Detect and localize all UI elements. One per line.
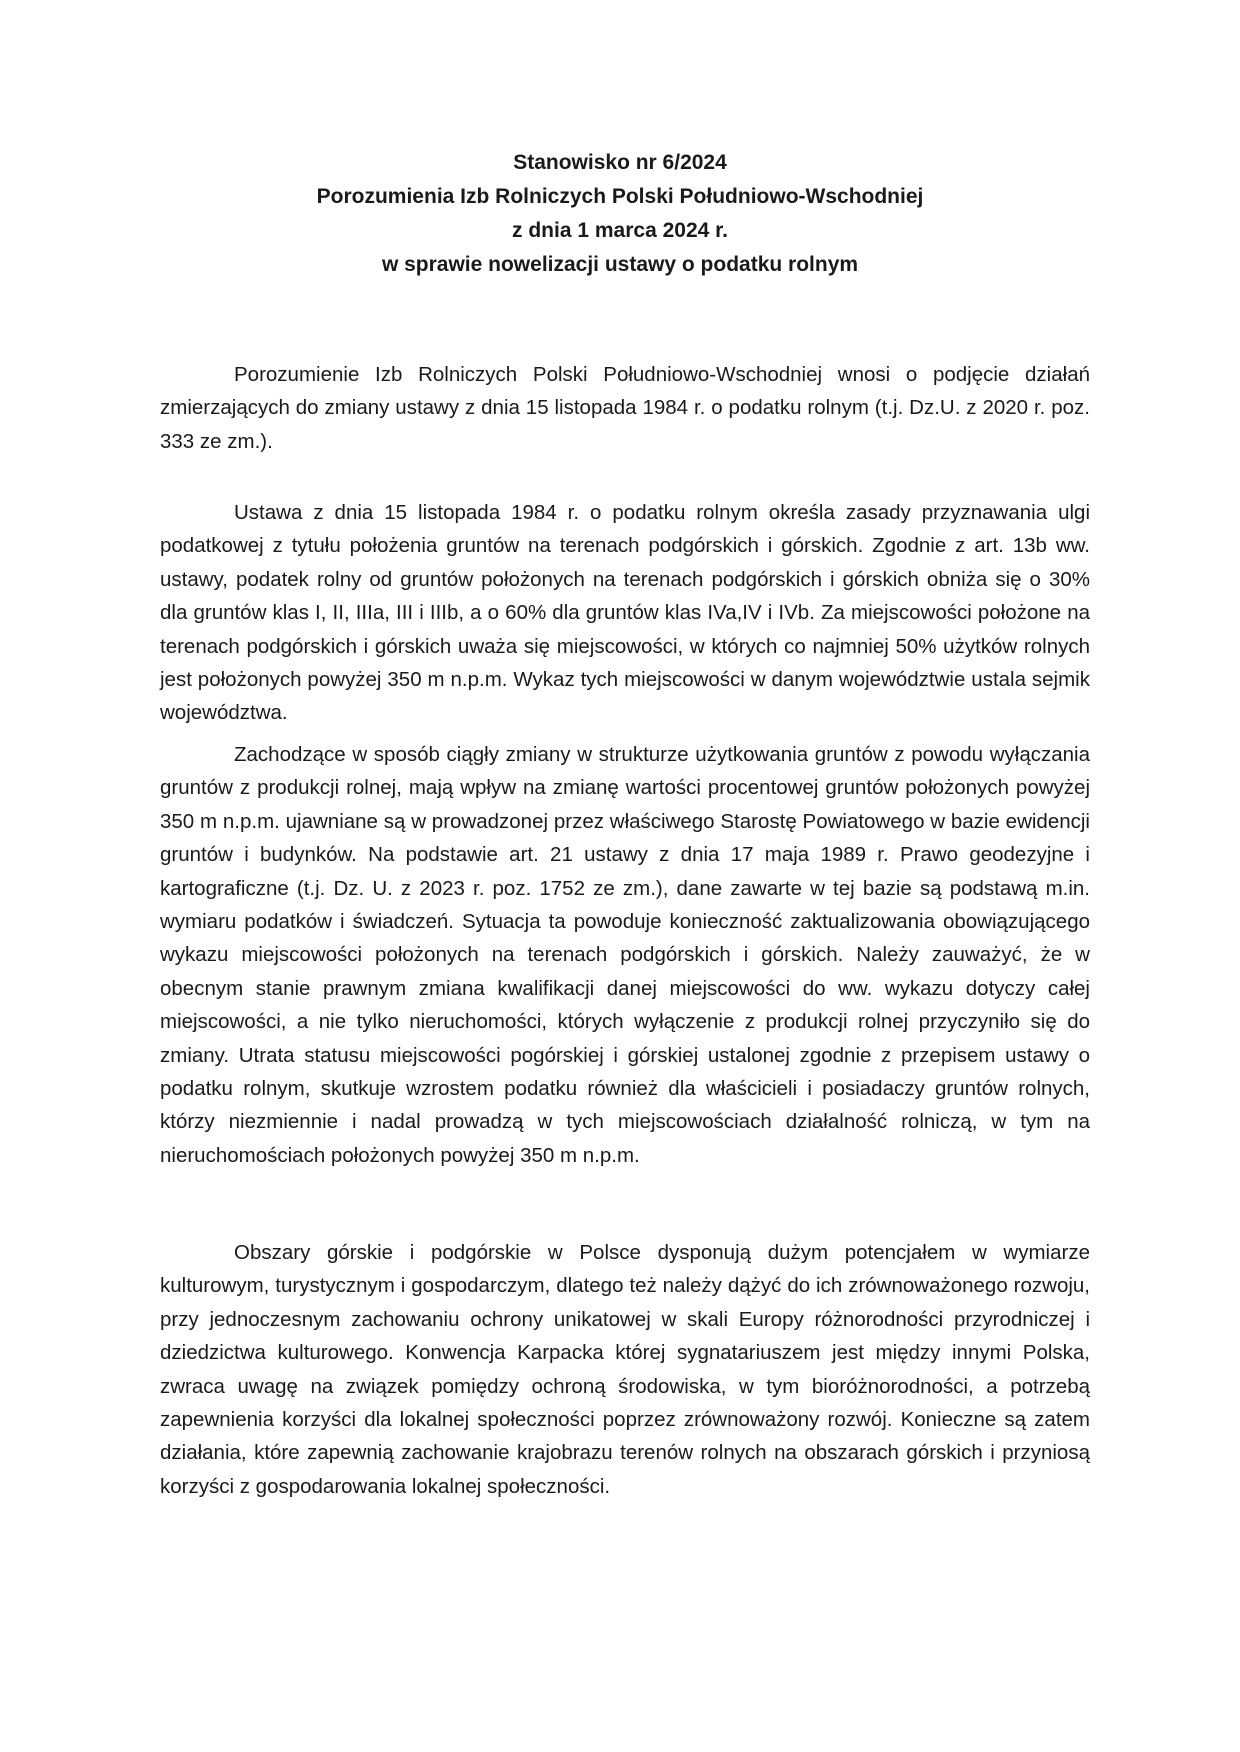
paragraph-2: Ustawa z dnia 15 listopada 1984 r. o podatku rolnym określa zasady przyznawania ulgi podatkowej z tytułu położenia gruntów na terenach podgórskich i górskich. Zgodnie z art. 13b ww. ustawy, podatek rolny od gruntów położonych na terenach podgórskich i górskich obniża się o 30% dla gruntów klas I, II, IIIa, III i IIIb, a o 60% dla gruntów klas IVa,IV i IVb. Za miejscowości położone na terenach podgórskich i górskich uważa się miejscowości, w których co najmniej 50% użytków rolnych jest położonych powyżej 350 m n.p.m. Wykaz tych miejscowości w danym województwie ustala sejmik województwa. [160, 501, 1090, 725]
paragraph-1: Porozumienie Izb Rolniczych Polski Południowo-Wschodniej wnosi o podjęcie działań zmierzających do zmiany ustawy z dnia 15 listopada 1984 r. o podatku rolnym (t.j. Dz.U. z 2020 r. poz. 333 ze zm.). [160, 363, 1090, 453]
document-header [160, 146, 1080, 282]
paragraph-3: Zachodzące w sposób ciągły zmiany w strukturze użytkowania gruntów z powodu wyłączania gruntów z produkcji rolnej, mają wpływ na zmianę wartości procentowej gruntów położonych powyżej 350 m n.p.m. ujawniane są w prowadzonej przez właściwego Starostę Powiatowego w bazie ewidencji gruntów i budynków. Na podstawie art. 21 ustawy z dnia 17 maja 1989 r. Prawo geodezyjne i kartograficzne (t.j. Dz. U. z 2023 r. poz. 1752 ze zm.), dane zawarte w tej bazie są podstawą m.in. wymiaru podatków i świadczeń. Sytuacja ta powoduje konieczność zaktualizowania obowiązującego wykazu miejscowości położonych na terenach podgórskich i górskich. Należy zauważyć, że w obecnym stanie prawnym zmiana kwalifikacji danej miejscowości do ww. wykazu dotyczy całej miejscowości, a nie tylko nieruchomości, których wyłączenie z produkcji rolnej przyczyniło się do zmiany. Utrata statusu miejscowości pogórskiej i górskiej ustalonej zgodnie z przepisem ustawy o podatku rolnym, skutkuje wzrostem podatku również dla właścicieli i posiadaczy gruntów rolnych, którzy niezmiennie i nadal prowadzą w tych miejscowościach działalność rolniczą, w tym na nieruchomościach położonych powyżej 350 m n.p.m. [160, 743, 1090, 1167]
document-date: z dnia 1 marca 2024 r. [512, 219, 728, 242]
document-title: Stanowisko nr 6/2024 [513, 151, 727, 174]
paragraph-4: Obszary górskie i podgórskie w Polsce dysponują dużym potencjałem w wymiarze kulturowym, turystycznym i gospodarczym, dlatego też należy dążyć do ich zrównoważonego rozwoju, przy jednoczesnym zachowaniu ochrony unikatowej w skali Europy różnorodności przyrodniczej i dziedzictwa kulturowego. Konwencja Karpacka której sygnatariuszem jest między innymi Polska, zwraca uwagę na związek pomiędzy ochroną środowiska, w tym bioróżnorodności, a potrzebą zapewnienia korzyści dla lokalnej społeczności poprzez zrównoważony rozwój. Konieczne są zatem działania, które zapewnią zachowanie krajobrazu terenów rolnych na obszarach górskich i przyniosą korzyści z gospodarowania lokalnej społeczności. [160, 1241, 1090, 1498]
paragraph-1-block [160, 358, 1090, 458]
paragraph-4-block [160, 1236, 1090, 1503]
issuer-name: Porozumienia Izb Rolniczych Polski Południowo-Wschodniej [316, 185, 924, 208]
paragraph-2-block [160, 496, 1090, 730]
document-subject: w sprawie nowelizacji ustawy o podatku rolnym [381, 253, 859, 276]
paragraph-3-block [160, 738, 1090, 1172]
